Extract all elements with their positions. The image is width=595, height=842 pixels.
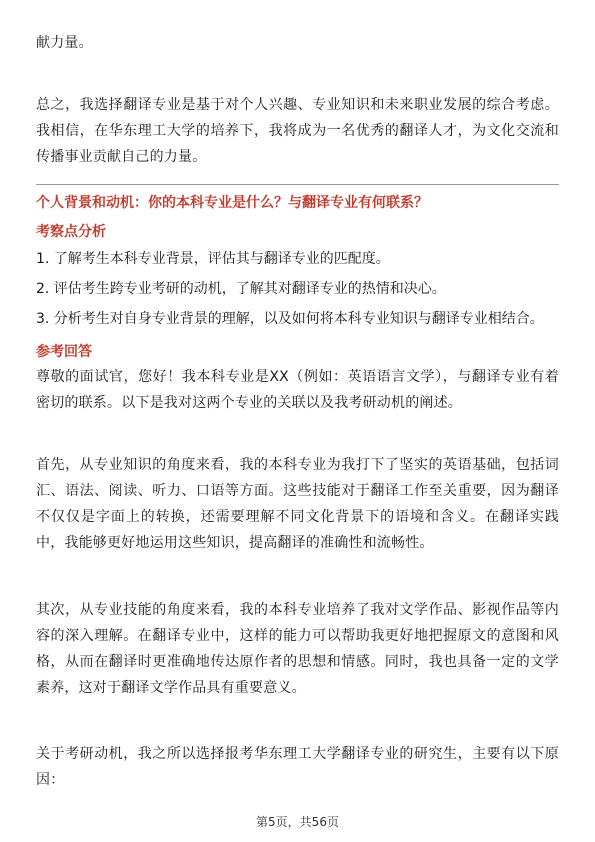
analysis-item: 2. 评估考生跨专业考研的动机，了解其对翻译专业的热情和决心。 bbox=[36, 281, 446, 297]
document-page bbox=[36, 0, 559, 842]
answer-heading: 参考回答 bbox=[36, 344, 92, 360]
section-divider bbox=[36, 184, 559, 185]
analysis-heading: 考察点分析 bbox=[36, 224, 106, 240]
answer-paragraph: 首先，从专业知识的角度来看，我的本科专业为我打下了坚实的英语基础，包括词汇、语法、阅读、听力、口语等方面。这些技能对于翻译工作至关重要，因为翻译不仅仅是字面上的转换，还需要理解不同文化背景下的语境和含义。在翻译实践中，我能够更好地运用这些知识，提高翻译的准确性和流畅性。 bbox=[36, 457, 559, 551]
page-number-footer: 第5页，共56页 bbox=[256, 815, 339, 829]
answer-paragraph: 关于考研动机，我之所以选择报考华东理工大学翻译专业的研究生，主要有以下原因： bbox=[36, 746, 559, 788]
analysis-item: 3. 分析考生对自身专业背景的理解，以及如何将本科专业知识与翻译专业相结合。 bbox=[36, 311, 544, 327]
analysis-item: 1. 了解考生本科专业背景，评估其与翻译专业的匹配度。 bbox=[36, 251, 390, 267]
answer-paragraph: 其次，从专业技能的角度来看，我的本科专业培养了我对文学作品、影视作品等内容的深入理解。在翻译专业中，这样的能力可以帮助我更好地把握原文的意图和风格，从而在翻译时更准确地传达原作者的思想和情感。同时，我也具备一定的文学素养，这对于翻译文学作品具有重要意义。 bbox=[36, 602, 559, 696]
summary-paragraph: 总之，我选择翻译专业是基于对个人兴趣、专业知识和未来职业发展的综合考虑。我相信，在华东理工大学的培养下，我将成为一名优秀的翻译人才，为文化交流和传播事业贡献自己的力量。 bbox=[36, 97, 559, 165]
answer-paragraph: 尊敬的面试官，您好！我本科专业是XX（例如：英语语言文学），与翻译专业有着密切的联系。以下是我对这两个专业的关联以及我考研动机的阐述。 bbox=[36, 369, 559, 411]
interview-question: 个人背景和动机：你的本科专业是什么？与翻译专业有何联系？ bbox=[36, 195, 428, 211]
previous-paragraph-end: 献力量。 bbox=[36, 35, 93, 51]
